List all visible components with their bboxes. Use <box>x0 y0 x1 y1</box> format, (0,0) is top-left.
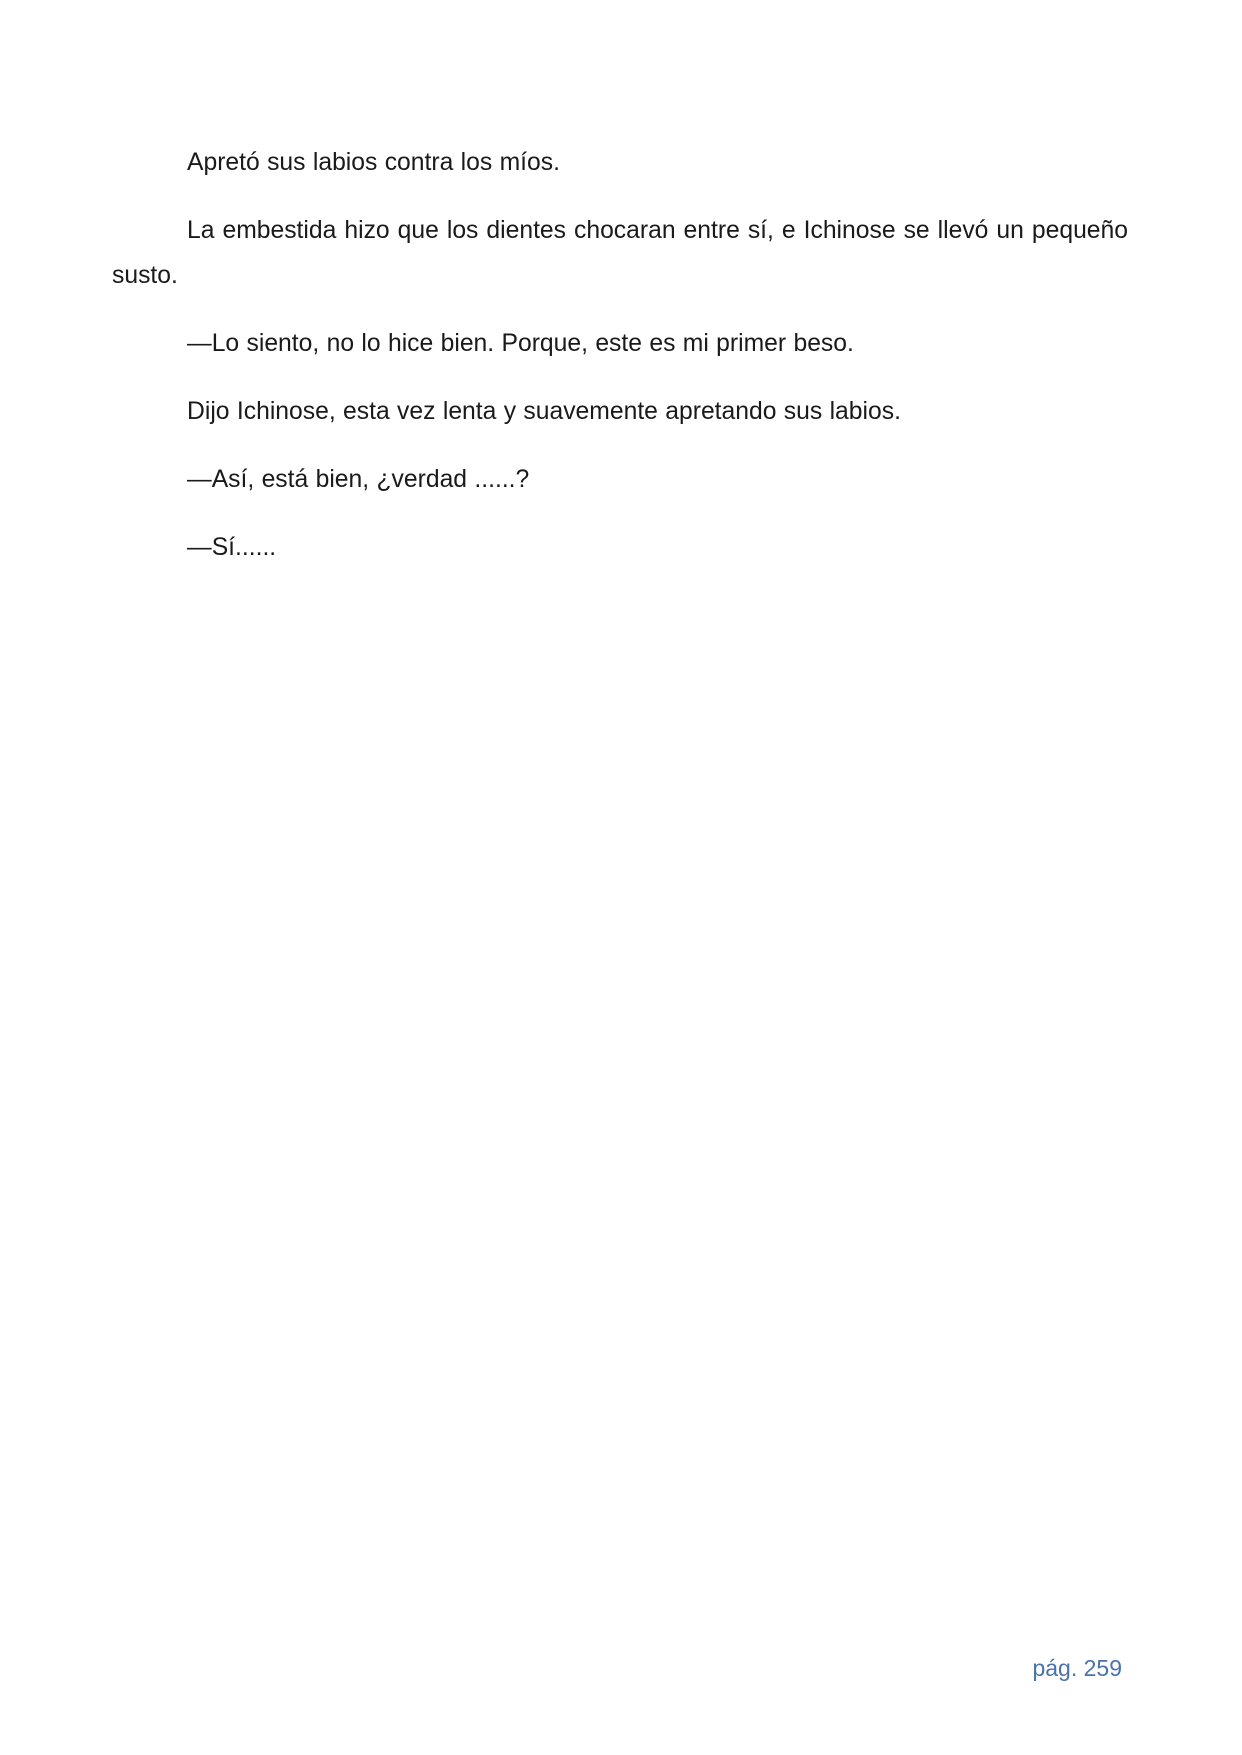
paragraph: —Así, está bien, ¿verdad ......? <box>187 466 530 493</box>
paragraph: Dijo Ichinose, esta vez lenta y suavemente apretando sus labios. <box>187 398 901 425</box>
page-number: pág. 259 <box>1032 1655 1122 1681</box>
text-block <box>112 0 1128 593</box>
paragraph: Apretó sus labios contra los míos. <box>187 149 560 176</box>
paragraph: —Lo siento, no lo hice bien. Porque, este es mi primer beso. <box>187 330 854 357</box>
paragraph: La embestida hizo que los dientes chocaran entre sí, e Ichinose se llevó un pequeño susto. <box>112 217 1128 289</box>
paragraph: —Sí...... <box>187 534 277 561</box>
